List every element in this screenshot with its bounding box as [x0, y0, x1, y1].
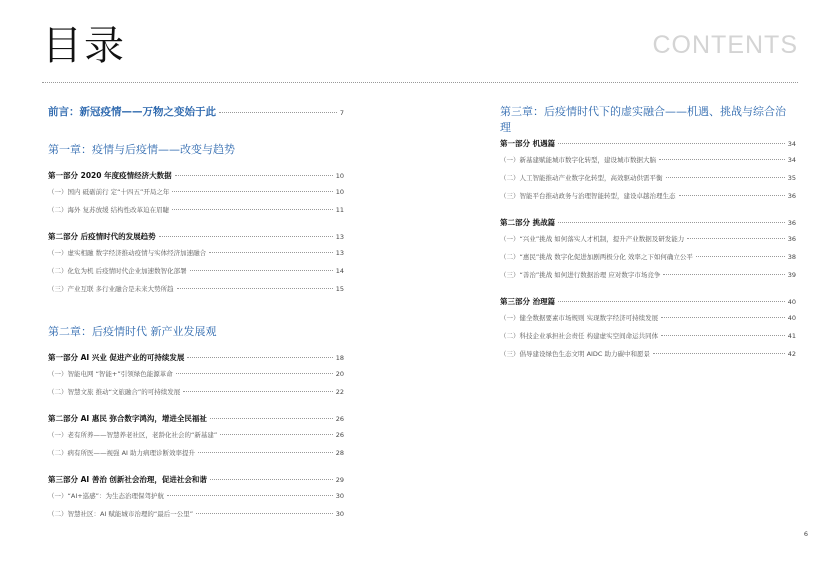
preface-title: 前言：新冠疫情——万物之变始于此	[48, 106, 216, 118]
toc-item[interactable]	[500, 234, 796, 244]
item-title: （一）虚实相融 数字经济推动疫情与实体经济加速融合	[48, 249, 207, 257]
toc-part[interactable]	[500, 217, 796, 229]
page-title: 目录	[42, 23, 126, 69]
toc-right-column	[500, 104, 796, 367]
item-title: （二）科技企业承担社会责任 构建虚实空间命运共同体	[500, 332, 659, 340]
page-number: 36	[787, 219, 796, 227]
dot-leader	[210, 418, 333, 419]
part-title: 第一部分 2020 年度疫情经济大数据	[48, 171, 172, 180]
toc-item[interactable]	[48, 187, 344, 197]
item-title: （一）国内 砥砺前行 定“十四五”开局之年	[48, 188, 170, 196]
page-number: 10	[335, 172, 344, 180]
footer-page-number: 6	[803, 530, 808, 538]
page-number: 20	[335, 370, 344, 378]
dot-leader	[196, 513, 333, 514]
dot-leader	[661, 335, 785, 336]
toc-item[interactable]	[500, 349, 796, 359]
dot-leader	[659, 159, 785, 160]
item-title: （二）海外 复苏放缓 结构性改革迫在眉睫	[48, 206, 170, 214]
page-number: 14	[335, 267, 344, 275]
dot-leader	[663, 274, 784, 275]
toc-item[interactable]	[500, 191, 796, 201]
page-number: 36	[787, 235, 796, 243]
toc-part[interactable]	[48, 413, 344, 425]
part-title: 第二部分 后疫情时代的发展趋势	[48, 232, 156, 241]
page-number: 26	[335, 415, 344, 423]
dot-leader	[172, 209, 333, 210]
toc-part[interactable]	[500, 296, 796, 308]
page-number: 40	[787, 298, 796, 306]
page-number: 41	[787, 332, 796, 340]
dot-leader	[167, 495, 333, 496]
toc-item[interactable]	[48, 387, 344, 397]
dot-leader	[687, 238, 784, 239]
toc-item[interactable]	[48, 430, 344, 440]
part-title: 第三部分 AI 善治 创新社会治理，促进社会和谐	[48, 475, 207, 484]
page-number: 11	[335, 206, 344, 214]
toc-part[interactable]	[48, 170, 344, 182]
item-title: （二）人工智能推动产业数字化转型，高效驱动供需平衡	[500, 174, 663, 182]
page-number: 13	[335, 249, 344, 257]
dot-leader	[558, 222, 785, 223]
toc-entry-preface[interactable]	[48, 104, 344, 120]
part-title: 第一部分 机遇篇	[500, 139, 556, 148]
toc-item[interactable]	[500, 313, 796, 323]
dot-leader	[220, 434, 332, 435]
item-title: （一）健全数据要素市场规则 实现数字经济可持续发展	[500, 314, 659, 322]
page-number: 40	[787, 314, 796, 322]
dot-leader	[661, 317, 785, 318]
item-title: （二）化危为机 后疫情时代企业加速数智化部署	[48, 267, 187, 275]
toc-part[interactable]	[48, 352, 344, 364]
toc-item[interactable]	[48, 491, 344, 501]
page-number: 34	[787, 156, 796, 164]
dot-leader	[175, 175, 333, 176]
item-title: （二）病有所医——视强 AI 助力病理诊断效率提升	[48, 449, 195, 457]
part-title: 第一部分 AI 兴业 促进产业的可持续发展	[48, 353, 185, 362]
item-title: （二）智慧文旅 推动“文旅融合”的可持续发展	[48, 388, 181, 396]
dot-leader	[210, 479, 333, 480]
toc-part[interactable]	[48, 231, 344, 243]
toc-item[interactable]	[500, 252, 796, 262]
toc-item[interactable]	[48, 509, 344, 519]
dot-leader	[190, 270, 333, 271]
part-title: 第二部分 挑战篇	[500, 218, 556, 227]
part-title: 第三部分 治理篇	[500, 297, 556, 306]
toc-item[interactable]	[500, 155, 796, 165]
dot-leader	[219, 112, 337, 113]
item-title: （三）智能平台推动政务与治理智能转型，建设卓越治理生态	[500, 192, 676, 200]
toc-item[interactable]	[48, 448, 344, 458]
page-number: 10	[335, 188, 344, 196]
dot-leader	[653, 353, 785, 354]
toc-item[interactable]	[48, 266, 344, 276]
dot-leader	[183, 391, 332, 392]
page-number: 42	[787, 350, 796, 358]
toc-item[interactable]	[48, 205, 344, 215]
toc-item[interactable]	[500, 173, 796, 183]
dot-leader	[159, 236, 333, 237]
page-number: 34	[787, 140, 796, 148]
dot-leader	[209, 252, 333, 253]
page-number: 28	[335, 449, 344, 457]
dot-leader	[177, 288, 333, 289]
toc-item[interactable]	[48, 369, 344, 379]
dot-leader	[198, 452, 333, 453]
toc-left-column	[48, 104, 344, 527]
item-title: （三）倡导建设绿色生态文明 AIDC 助力碳中和愿景	[500, 350, 651, 358]
item-title: （三）产业互联 多行业融合是未来大势所趋	[48, 285, 174, 293]
dot-leader	[558, 301, 785, 302]
item-title: （二）智慧社区：AI 赋能城市治理的“最后一公里”	[48, 510, 194, 518]
item-title: （一）“兴业”挑战 如何落实人才机制，提升产业数据及研发能力	[500, 235, 685, 243]
page-number: 18	[335, 354, 344, 362]
toc-item[interactable]	[48, 248, 344, 258]
dot-leader	[666, 177, 785, 178]
item-title: （一）“AI+巡感”：为生态治理保驾护航	[48, 492, 165, 500]
item-title: （三）“善治”挑战 如何进行数据治理 应对数字市场竞争	[500, 271, 661, 279]
dot-leader	[696, 256, 785, 257]
chapter-heading-3[interactable]: 第三章：后疫情时代下的虚实融合——机遇、挑战与综合治理	[500, 105, 786, 134]
page-number: 30	[335, 492, 344, 500]
page-number: 39	[787, 271, 796, 279]
part-title: 第二部分 AI 惠民 弥合数字鸿沟，增进全民福祉	[48, 414, 207, 423]
page-number: 30	[335, 510, 344, 518]
toc-item[interactable]	[500, 331, 796, 341]
page-number: 38	[787, 253, 796, 261]
item-title: （一）老有所养——智慧养老社区，老龄化社会的“新基建”	[48, 431, 218, 439]
dot-leader	[172, 191, 332, 192]
dot-leader	[187, 357, 332, 358]
chapter-heading-2[interactable]: 第二章：后疫情时代 新产业发展观	[48, 325, 217, 338]
page-title-english: CONTENTS	[652, 31, 798, 59]
item-title: （二）“惠民”挑战 数字化促进加剧两极分化 效率之下如何确立公平	[500, 253, 693, 261]
toc-part[interactable]	[48, 474, 344, 486]
item-title: （一）新基建赋能城市数字化转型，建设城市数据大脑	[500, 156, 656, 164]
header-divider	[42, 82, 798, 83]
dot-leader	[558, 143, 785, 144]
toc-part[interactable]	[500, 138, 796, 150]
page-number: 22	[335, 388, 344, 396]
page-number: 7	[339, 109, 344, 117]
page-number: 13	[335, 233, 344, 241]
toc-item[interactable]	[500, 270, 796, 280]
item-title: （一）智能电网 “智能+”引领绿色能源革命	[48, 370, 173, 378]
dot-leader	[176, 373, 333, 374]
toc-item[interactable]	[48, 284, 344, 294]
page-number: 26	[335, 431, 344, 439]
dot-leader	[679, 195, 785, 196]
page-number: 36	[787, 192, 796, 200]
page-number: 29	[335, 476, 344, 484]
chapter-heading-1[interactable]: 第一章：疫情与后疫情——改变与趋势	[48, 143, 235, 156]
page-number: 15	[335, 285, 344, 293]
page-number: 35	[787, 174, 796, 182]
